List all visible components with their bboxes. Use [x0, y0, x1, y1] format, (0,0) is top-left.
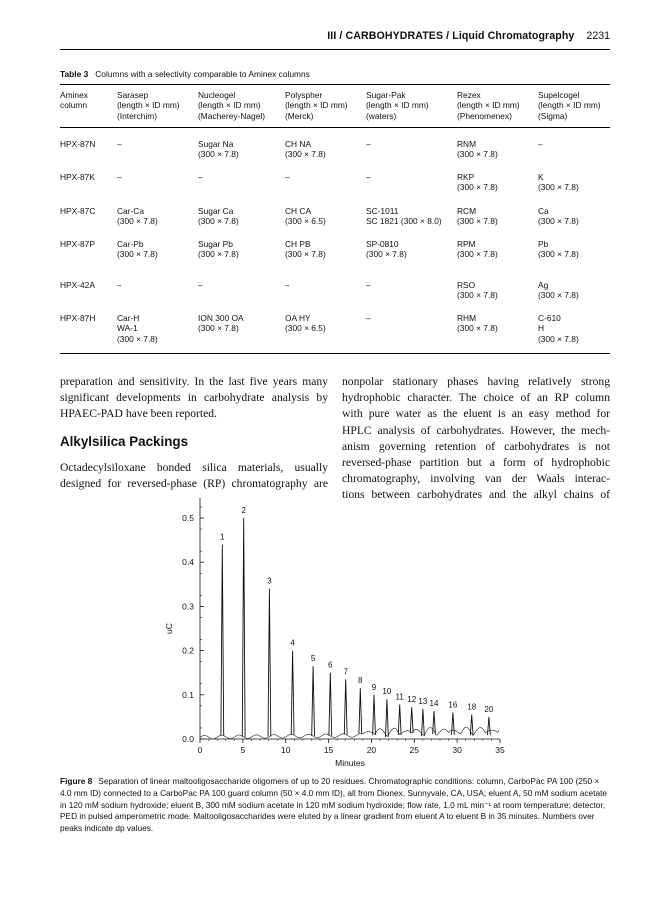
- peak-label: 14: [429, 699, 439, 709]
- x-tick-label: 35: [495, 745, 505, 755]
- left-column: [60, 374, 328, 492]
- table-header-cell: Nucleogel (length × ID mm) (Macherey-Nagel): [198, 90, 266, 121]
- table-cell: CH PB (300 × 7.8): [285, 239, 326, 260]
- table-cell: –: [366, 280, 371, 290]
- y-tick-label: 0.2: [182, 645, 194, 656]
- right-column: [342, 374, 610, 504]
- peak-label: 13: [418, 696, 428, 706]
- peak-label: 2: [241, 506, 246, 515]
- peak-label: 5: [310, 654, 316, 664]
- peak-label: 9: [371, 682, 377, 692]
- table-cell: OA HY (300 × 6.5): [285, 313, 326, 334]
- table-row-header: HPX-87K: [60, 172, 95, 182]
- figure-caption-text: Separation of linear maltooligosaccharide oligomers of up to 20 residues. Chromatographic conditions: column, CarboPac PA 100 (250 × 4.0 mm ID) connected to a CarboPac PA 100 guard column (50 × 4.0 mm ID), all from Dionex, Sunnyvale, CA, USA; eluent A, 50 mM sodium acetate in 120 mM sodium hydroxide; eluent B, 300 mM sodium acetate in 120 mM sodium hydroxide; flow rate, 1.0 mL min⁻¹ at room temperature; detector, PED in pulsed amperometric mode. Maltooligosaccharides were eluted by a linear gradient from eluent A to eluent B in 35 minutes. Numbers over peaks indicate dp values.: [60, 776, 608, 834]
- table-cell: RSO (300 × 7.8): [457, 280, 498, 301]
- table-cell: C-610 H (300 × 7.8): [538, 313, 579, 344]
- table-cell: Sugar Na (300 × 7.8): [198, 139, 239, 160]
- peak: [488, 717, 491, 735]
- y-tick-label: 0.3: [182, 601, 194, 612]
- table-cell: RPM (300 × 7.8): [457, 239, 498, 260]
- table-bottom-rule: [60, 353, 610, 354]
- peak: [470, 715, 473, 736]
- left-paragraph-2: Octadecylsiloxane bonded silica materials, usually designed for reversed-phase (RP) chromatography are: [60, 460, 328, 490]
- x-tick-label: 25: [409, 745, 420, 755]
- table-header-rule: [60, 127, 610, 128]
- x-axis-label: Minutes: [335, 758, 365, 768]
- x-tick-label: 15: [323, 745, 334, 755]
- peak: [242, 518, 245, 737]
- table-row-header: HPX-87H: [60, 313, 96, 323]
- table-row-header: HPX-42A: [60, 280, 95, 290]
- y-tick-label: 0.4: [182, 557, 194, 568]
- table-label: Table 3: [60, 69, 89, 79]
- table-cell: –: [198, 280, 203, 290]
- table-cell: RNM (300 × 7.8): [457, 139, 498, 160]
- peak: [398, 705, 401, 735]
- peak-label: 20: [484, 704, 494, 714]
- peak-label: 8: [358, 676, 363, 686]
- table-cell: SP-0810 (300 × 7.8): [366, 239, 407, 260]
- peak: [344, 679, 347, 734]
- running-head-section: III / CARBOHYDRATES / Liquid Chromatography: [327, 30, 575, 42]
- peak-label: 7: [343, 667, 348, 677]
- table-cell: –: [117, 139, 122, 149]
- table-header-cell: Sugar-Pak (length × ID mm) (waters): [366, 90, 429, 121]
- table-cell: Car-Pb (300 × 7.8): [117, 239, 158, 260]
- table-row-header: HPX-87N: [60, 139, 96, 149]
- page-number: 2231: [586, 30, 610, 42]
- table-cell: CH NA (300 × 7.8): [285, 139, 326, 160]
- peak-label: 6: [328, 660, 333, 670]
- y-tick-label: 0.0: [182, 734, 194, 744]
- table-cell: Ca (300 × 7.8): [538, 206, 579, 227]
- table-title: Columns with a selectivity comparable to Aminex columns: [95, 69, 310, 79]
- left-paragraph-1: preparation and sensitivity. In the last five years many significant developments in carbohydrate analysis by HPAEC-PAD have been reported.: [60, 375, 328, 421]
- figure-caption: [60, 776, 612, 835]
- table-header-cell: Rezex (length × ID mm) (Phenomenex): [457, 90, 520, 121]
- table-caption: [60, 69, 310, 79]
- table-cell: ION 300 OA (300 × 7.8): [198, 313, 244, 334]
- running-head: [60, 30, 610, 46]
- peak: [410, 707, 413, 733]
- peak-label: 16: [448, 700, 458, 710]
- peak: [386, 699, 389, 737]
- peak-label: 3: [267, 576, 272, 586]
- table-cell: RCM (300 × 7.8): [457, 206, 498, 227]
- peak: [373, 695, 376, 735]
- table-cell: K (300 × 7.8): [538, 172, 579, 193]
- header-rule: [60, 49, 610, 50]
- peak-label: 4: [290, 638, 295, 648]
- x-tick-label: 10: [280, 745, 291, 755]
- table-cell: –: [366, 313, 371, 323]
- table-cell: SC-1011 SC 1821 (300 × 8.0): [366, 206, 442, 227]
- table-cell: –: [366, 172, 371, 182]
- peak: [268, 589, 271, 737]
- y-axis-label: uC: [164, 623, 174, 634]
- x-tick-label: 20: [366, 745, 377, 755]
- peak-label: 12: [407, 695, 417, 705]
- right-paragraph: nonpolar stationary phases having relatively strong hydrophobic character. The choice of an RP column with pure water as the eluent is an easy method for HPLC analysis of carbohydrates. However, the mech- anism governing retention of carbohydrates is not reversed-phase partition but a form of hydrophobic chromatography, involving van der Waals interac- tions between carbohydrates and the alkyl chains of: [342, 375, 610, 502]
- table-header-cell: Polyspher (length × ID mm) (Merck): [285, 90, 348, 121]
- table-cell: –: [538, 139, 543, 149]
- table-cell: Sugar Ca (300 × 7.8): [198, 206, 239, 227]
- peak-label: 11: [395, 692, 404, 702]
- y-tick-label: 0.1: [182, 689, 194, 700]
- x-tick-label: 5: [240, 745, 246, 755]
- table-cell: Car-Ca (300 × 7.8): [117, 206, 158, 227]
- table-top-rule: [60, 84, 610, 85]
- peak: [291, 651, 294, 735]
- section-heading: Alkylsilica Packings: [60, 433, 189, 449]
- table-cell: –: [285, 280, 290, 290]
- table-cell: –: [366, 139, 371, 149]
- peak: [359, 688, 362, 733]
- peak: [329, 673, 332, 736]
- table-cell: –: [198, 172, 203, 182]
- table-cell: RHM (300 × 7.8): [457, 313, 498, 334]
- peak: [221, 545, 224, 736]
- table-header-cell: Aminex column: [60, 90, 88, 111]
- peak-label: 10: [382, 687, 392, 697]
- table-cell: Ag (300 × 7.8): [538, 280, 579, 301]
- x-tick-label: 0: [197, 745, 203, 755]
- chromatogram-chart: [160, 498, 520, 770]
- table-header-cell: Supelcogel (length × ID mm) (Sigma): [538, 90, 601, 121]
- table-cell: CH CA (300 × 6.5): [285, 206, 326, 227]
- table-row-header: HPX-87P: [60, 239, 95, 249]
- table-cell: –: [285, 172, 290, 182]
- table-cell: –: [117, 280, 122, 290]
- table-cell: –: [117, 172, 122, 182]
- table-cell: Sugar Pb (300 × 7.8): [198, 239, 239, 260]
- peak-label: 1: [220, 532, 225, 542]
- peak: [452, 713, 455, 735]
- table-cell: RKP (300 × 7.8): [457, 172, 498, 193]
- peak: [422, 709, 425, 736]
- table-cell: Pb (300 × 7.8): [538, 239, 579, 260]
- y-tick-label: 0.5: [182, 513, 194, 523]
- peak-label: 18: [467, 702, 477, 712]
- peak: [312, 666, 315, 736]
- x-tick-label: 30: [452, 745, 462, 755]
- table-header-cell: Sarasep (length × ID mm) (Interchim): [117, 90, 180, 121]
- table-row-header: HPX-87C: [60, 206, 96, 216]
- table-cell: Car-H WA-1 (300 × 7.8): [117, 313, 158, 344]
- figure-label: Figure 8: [60, 776, 93, 786]
